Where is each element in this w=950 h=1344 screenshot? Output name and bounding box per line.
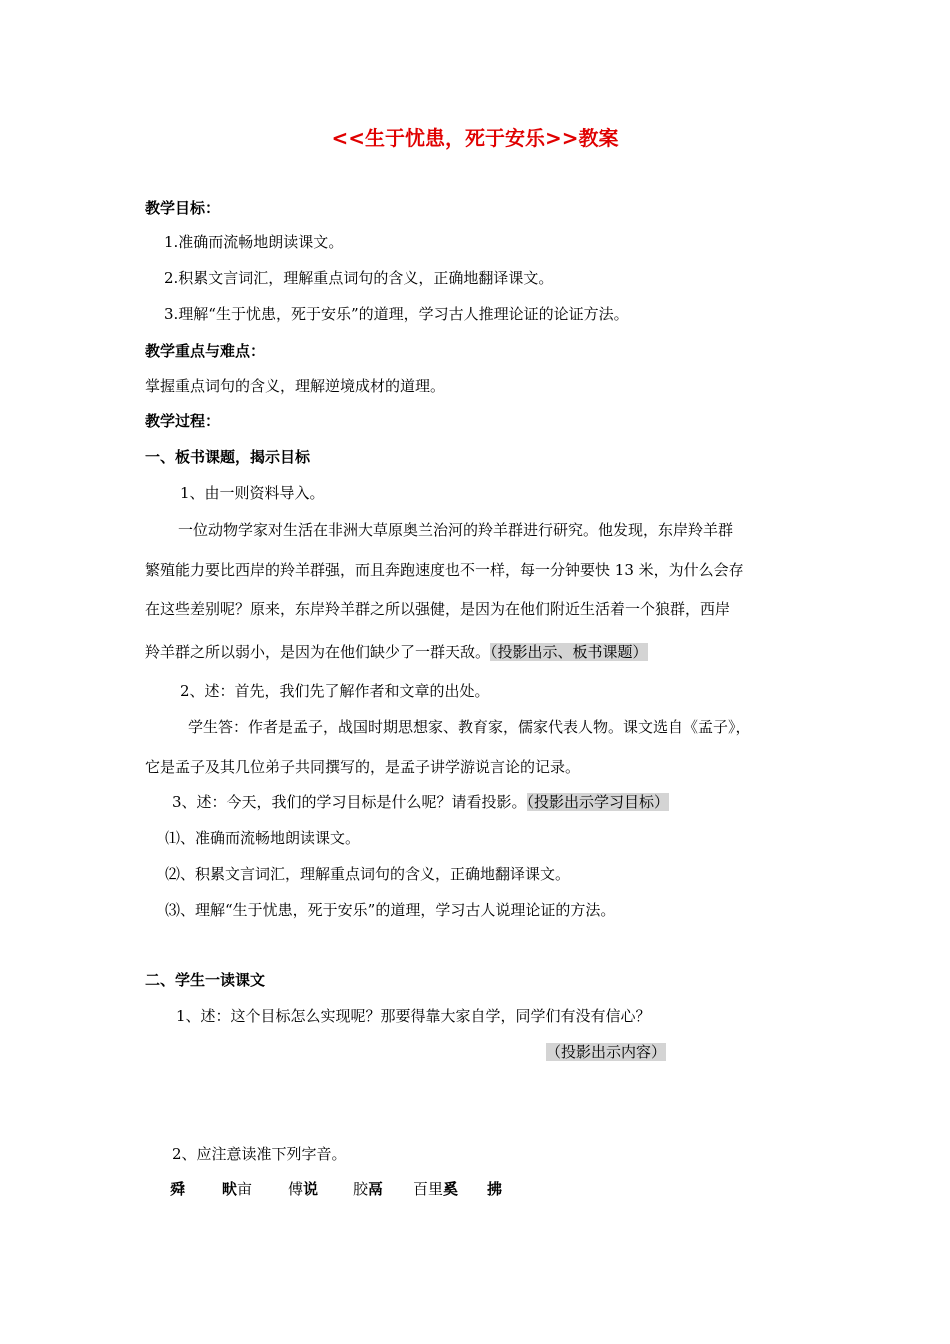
pronunciation-word: 胶鬲 (353, 1180, 384, 1198)
goal-item: 2.积累文言词汇，理解重点词句的含义，正确地翻译课文。 (164, 269, 554, 287)
pronunciation-word: 百里奚 (413, 1180, 459, 1198)
answer-line: 它是孟子及其几位弟子共同撰写的，是孟子讲学游说言论的记录。 (145, 758, 581, 776)
story-line: 在这些差别呢？原来，东岸羚羊群之所以强健，是因为在他们附近生活着一个狼群，西岸 (145, 600, 731, 618)
section2-heading: 二、学生一读课文 (145, 971, 266, 989)
stressed-char: 拂 (487, 1180, 503, 1198)
projection-note: （投影出示内容） (546, 1043, 667, 1061)
story-line: 一位动物学家对生活在非洲大草原奥兰治河的羚羊群进行研究。他发现，东岸羚羊群 (178, 521, 734, 539)
story-line: 繁殖能力要比西岸的羚羊群强，而且奔跑速度也不一样，每一分钟要快 13 米，为什么会存 (145, 561, 744, 579)
target-item: ⑶、理解“生于忧患，死于安乐”的道理，学习古人说理论证的方法。 (165, 901, 616, 919)
story-line: 羚羊群之所以弱小，是因为在他们缺少了一群天敌。 (145, 643, 491, 661)
goal-item: 3.理解“生于忧患，死于安乐”的道理，学习古人推理论证的论证方法。 (164, 305, 629, 323)
goals-heading: 教学目标： (145, 199, 221, 217)
story-line-last (145, 641, 810, 663)
process-heading: 教学过程： (145, 412, 221, 430)
document-title: <<生于忧患，死于安乐>>教案 (331, 126, 619, 150)
target-item: ⑵、积累文言词汇，理解重点词句的含义，正确地翻译课文。 (165, 865, 571, 883)
target-item: ⑴、准确而流畅地朗读课文。 (165, 829, 361, 847)
projection-note-row (546, 1041, 810, 1063)
stressed-char: 舜 (170, 1180, 186, 1198)
pronunciation-word (170, 1178, 185, 1200)
section1-heading: 一、板书课题，揭示目标 (145, 448, 311, 466)
pronunciation-word: 傅说 (288, 1180, 319, 1198)
pronunciation-word (487, 1178, 502, 1200)
section1-step2: 2、述：首先，我们先了解作者和文章的出处。 (180, 682, 490, 700)
pronunciation-word: 畎亩 (222, 1180, 253, 1198)
stressed-char: 说 (303, 1180, 319, 1198)
stressed-char: 鬲 (368, 1180, 384, 1198)
key-points-heading: 教学重点与难点： (145, 342, 266, 360)
projection-note: （投影出示、板书课题） (490, 643, 648, 661)
section2-step2: 2、应注意读准下列字音。 (172, 1145, 347, 1163)
section1-step1: 1、由一则资料导入。 (180, 484, 325, 502)
projection-note: （投影出示学习目标） (526, 793, 670, 811)
answer-line: 学生答：作者是孟子，战国时期思想家、教育家，儒家代表人物。课文选自《孟子》， (188, 718, 751, 736)
stressed-char: 畎 (222, 1180, 238, 1198)
key-points-text: 掌握重点词句的含义，理解逆境成材的道理。 (145, 377, 446, 395)
section1-step3: 3、述：今天，我们的学习目标是什么呢？请看投影。 (172, 793, 527, 811)
section1-step3-row (172, 791, 810, 813)
stressed-char: 奚 (443, 1180, 459, 1198)
goal-item: 1.准确而流畅地朗读课文。 (164, 233, 344, 251)
section2-step1: 1、述：这个目标怎么实现呢？那要得靠大家自学，同学们有没有信心？ (176, 1007, 651, 1025)
